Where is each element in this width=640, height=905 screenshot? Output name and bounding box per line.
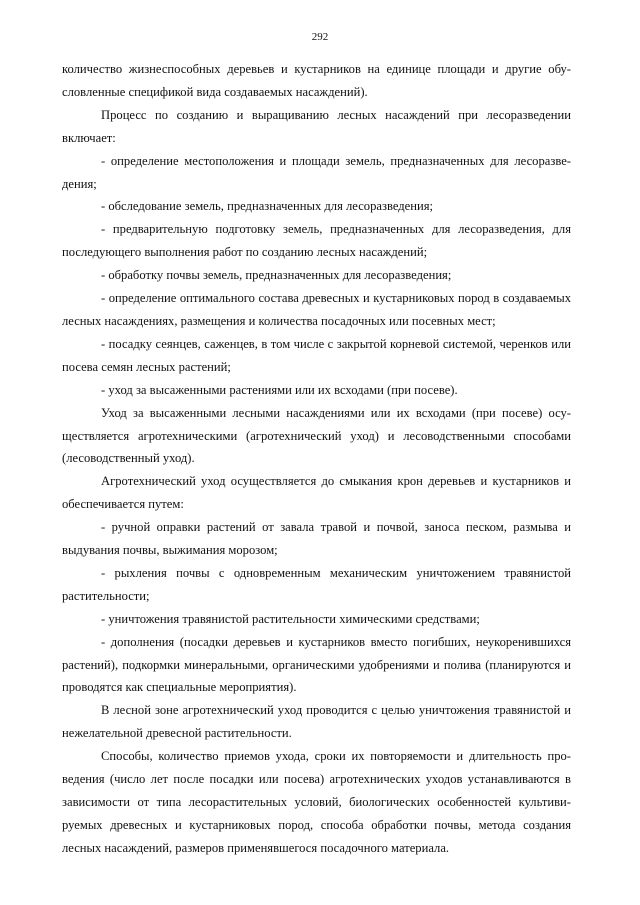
- paragraph: Процесс по созданию и выращиванию лесных насаждений при лесоразведении включает:: [62, 107, 571, 145]
- paragraph: количество жизнеспособных деревьев и кустарников на единице площади и другие обусловленные спецификой вида создаваемых насаждений).: [62, 62, 571, 99]
- list-item: - предварительную подготовку земель, предназначенных для лесоразведения, для последующего выполнения работ по созданию лесных насаждений;: [62, 222, 571, 260]
- paragraph: Агротехнический уход осуществляется до смыкания крон деревьев и кустарников и обеспечивается путем:: [62, 474, 571, 512]
- paragraph: Уход за высаженными лесными насаждениями или их всходами (при посеве) осуществляется агротехническими (агротехнический уход) и лесоводственными способами (лесоводственный уход).: [62, 405, 571, 466]
- list-item: - уничтожения травянистой растительности химическими средствами;: [101, 611, 480, 626]
- list-item: - определение оптимального состава древесных и кустарниковых пород в создаваемых лесных насаждениях, размещения и количества посадочных или посевных мест;: [62, 291, 571, 328]
- list-item: - определение местоположения и площади земель, предназначенных для лесоразведения;: [62, 153, 571, 191]
- list-item: - посадку сеянцев, саженцев, в том числе с закрытой корневой системой, черенков или посева семян лесных растений;: [62, 336, 571, 374]
- page-number: 292: [311, 31, 329, 43]
- list-item: - уход за высаженными растениями или их всходами (при посеве).: [101, 382, 458, 397]
- list-item: - ручной оправки растений от завала травой и почвой, заноса песком, размыва и выдувания почвы, выжимания морозом;: [62, 520, 571, 558]
- paragraph: Способы, количество приемов ухода, сроки их повторяемости и длительность проведения (число лет после посадки или посева) агротехнических уходов устанавливаются в зависимости от типа лесорастительных условий, биологических особенностей культивируемых древесных и кустарниковых пород, способа обработки почвы, метода создания лесных насаждений, размеров применявшегося посадочного материала.: [62, 749, 571, 855]
- list-item: - обработку почвы земель, предназначенных для лесоразведения;: [101, 268, 452, 283]
- document-body: [62, 58, 571, 860]
- paragraph: В лесной зоне агротехнический уход проводится с целью уничтожения травянистой и нежелательной древесной растительности.: [62, 703, 571, 741]
- list-item: - дополнения (посадки деревьев и кустарников вместо погибших, неукоренившихся растений), подкормки минеральными, органическими удобрениями и полива (планируются и проводятся как специальные мероприятия).: [62, 634, 571, 695]
- list-item: - рыхления почвы с одновременным механическим уничтожением травянистой растительности;: [62, 565, 571, 603]
- list-item: - обследование земель, предназначенных для лесоразведения;: [101, 199, 434, 214]
